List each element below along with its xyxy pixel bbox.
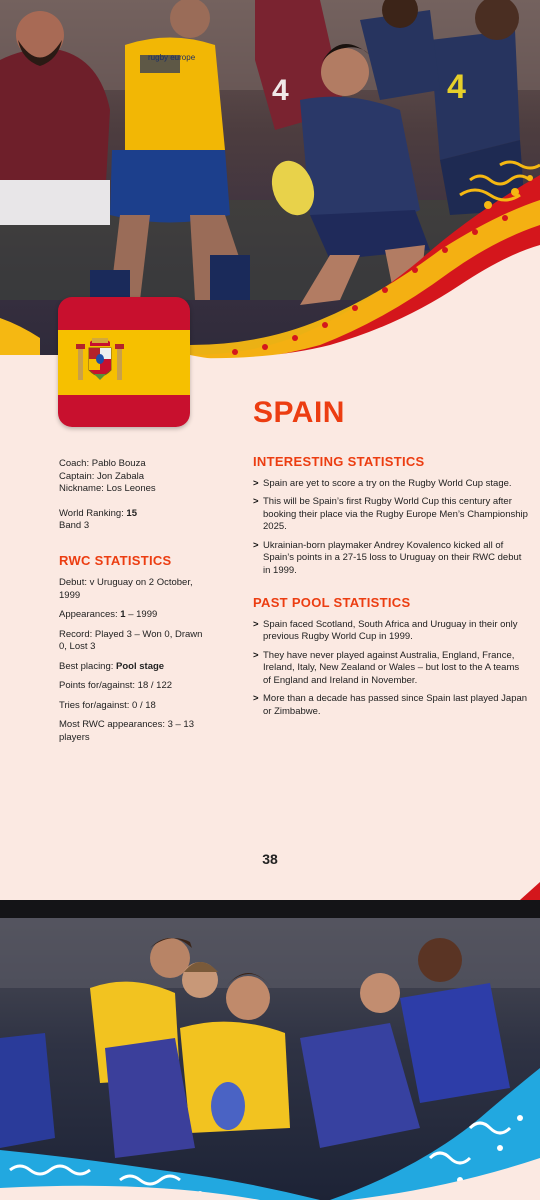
nickname-text: Nickname: Los Leones xyxy=(59,483,156,494)
past-pool-statistics-heading: PAST POOL STATISTICS xyxy=(253,595,411,610)
tries-text: Tries for/against: 0 / 18 xyxy=(59,699,156,711)
debut-text: Debut: v Uruguay on 2 October, 1999 xyxy=(59,577,193,601)
bottom-illustration xyxy=(0,918,540,1200)
sponsor-text: rugby europe xyxy=(148,53,196,62)
spain-flag xyxy=(58,297,190,427)
jersey-number: 4 xyxy=(447,68,466,106)
team-name-title: SPAIN xyxy=(253,396,345,429)
best-placing-text: Best placing: Pool stage xyxy=(59,660,165,672)
world-ranking: World Ranking: 15 xyxy=(59,507,137,519)
list-item: > They have never played against Australia, England, France, Ireland, Italy, New Zealand or Wales – but lost to the A teams of England and Ireland in November. xyxy=(253,650,528,688)
list-item: > Spain are yet to score a try on the Rugby World Cup stage. xyxy=(253,478,528,491)
band-text: Band 3 xyxy=(59,520,90,531)
captain-text: Captain: Jon Zabala xyxy=(59,470,145,482)
record-text: Record: Played 3 – Won 0, Drawn 0, Lost 3 xyxy=(59,628,203,652)
rwc-statistics-heading: RWC STATISTICS xyxy=(59,552,172,568)
page-divider xyxy=(0,900,540,918)
points-text: Points for/against: 18 / 122 xyxy=(59,680,173,691)
interesting-statistics-list xyxy=(253,478,528,578)
page-number: 38 xyxy=(262,851,278,867)
coach-text: Coach: Pablo Bouza xyxy=(59,458,146,469)
corner-accent-icon xyxy=(520,882,540,900)
bottom-photo xyxy=(0,918,540,1200)
coat-of-arms-icon xyxy=(72,334,128,390)
past-pool-statistics-list xyxy=(253,619,528,719)
list-item: > Spain faced Scotland, South Africa and Uruguay in their only previous Rugby World Cup in 1999. xyxy=(253,619,528,644)
statistics-column xyxy=(253,456,528,724)
list-item: > This will be Spain’s first Rugby World Cup this century after booking their place via the Rugby Europe Men’s Championship 2025. xyxy=(253,496,528,534)
list-item: > More than a decade has passed since Spain last played Japan or Zimbabwe. xyxy=(253,693,528,718)
team-profile xyxy=(59,458,209,751)
list-item: > Ukrainian-born playmaker Andrey Kovalenco kicked all of Spain’s points in a 27-15 loss to Uruguay on their RWC debut in 1999. xyxy=(253,540,528,578)
svg-text:4: 4 xyxy=(272,74,289,107)
most-appearances-text: Most RWC appearances: 3 – 13 players xyxy=(59,719,195,743)
interesting-statistics-heading: INTERESTING STATISTICS xyxy=(253,454,425,469)
appearances-text: Appearances: 1 – 1999 xyxy=(59,609,158,620)
